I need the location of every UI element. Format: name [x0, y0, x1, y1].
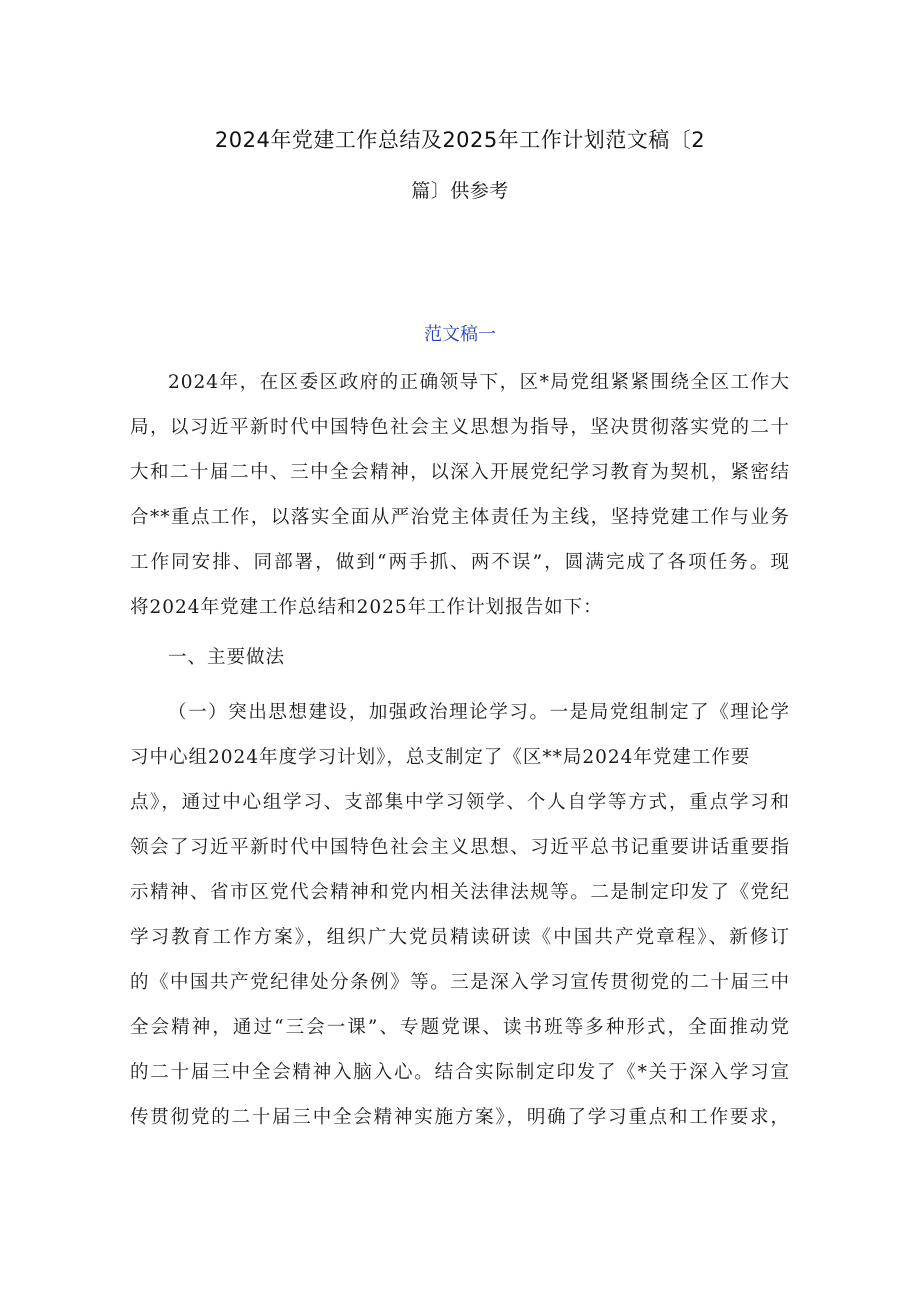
body-line: 工作同安排、同部署，做到“两手抓、两不误”，圆满完成了各项任务。现 [130, 552, 790, 573]
body-line: （一）突出思想建设，加强政治理论学习。一是局党组制定了《理论学 [168, 702, 790, 723]
body-line: 习中心组2024年度学习计划》，总支制定了《区**局2024年党建工作要 [130, 747, 751, 768]
body-line: 全会精神，通过“三会一课”、专题党课、读书班等多种形式，全面推动党 [130, 1017, 790, 1038]
body-line: 的《中国共产党纪律处分条例》等。三是深入学习宣传贯彻党的二十届三中 [130, 972, 790, 993]
body-line: 将2024年党建工作总结和2025年工作计划报告如下： [130, 597, 603, 618]
body-line: 领会了习近平新时代中国特色社会主义思想、习近平总书记重要讲话重要指 [130, 837, 790, 858]
subsection-heading: 一、主要做法 [168, 647, 286, 668]
body-line: 2024年，在区委区政府的正确领导下，区*局党组紧紧围绕全区工作大 [168, 372, 790, 393]
body-line: 示精神、省市区党代会精神和党内相关法律法规等。二是制定印发了《党纪 [130, 882, 790, 903]
document-title-line-2: 篇〕供参考 [411, 180, 509, 202]
section-heading: 范文稿一 [424, 324, 496, 345]
body-line: 局，以习近平新时代中国特色社会主义思想为指导，坚决贯彻落实党的二十 [130, 417, 790, 438]
body-line: 大和二十届二中、三中全会精神，以深入开展党纪学习教育为契机，紧密结 [130, 462, 790, 483]
body-line: 合**重点工作，以落实全面从严治党主体责任为主线，坚持党建工作与业务 [130, 507, 790, 528]
body-line: 点》，通过中心组学习、支部集中学习领学、个人自学等方式，重点学习和 [130, 792, 790, 813]
body-line: 学习教育工作方案》，组织广大党员精读研读《中国共产党章程》、新修订 [130, 927, 790, 948]
body-line: 传贯彻党的二十届三中全会精神实施方案》，明确了学习重点和工作要求， [130, 1107, 790, 1128]
body-line: 的二十届三中全会精神入脑入心。结合实际制定印发了《*关于深入学习宣 [130, 1062, 790, 1083]
document-title-line-1: 2024年党建工作总结及2025年工作计划范文稿〔2 [214, 128, 706, 152]
